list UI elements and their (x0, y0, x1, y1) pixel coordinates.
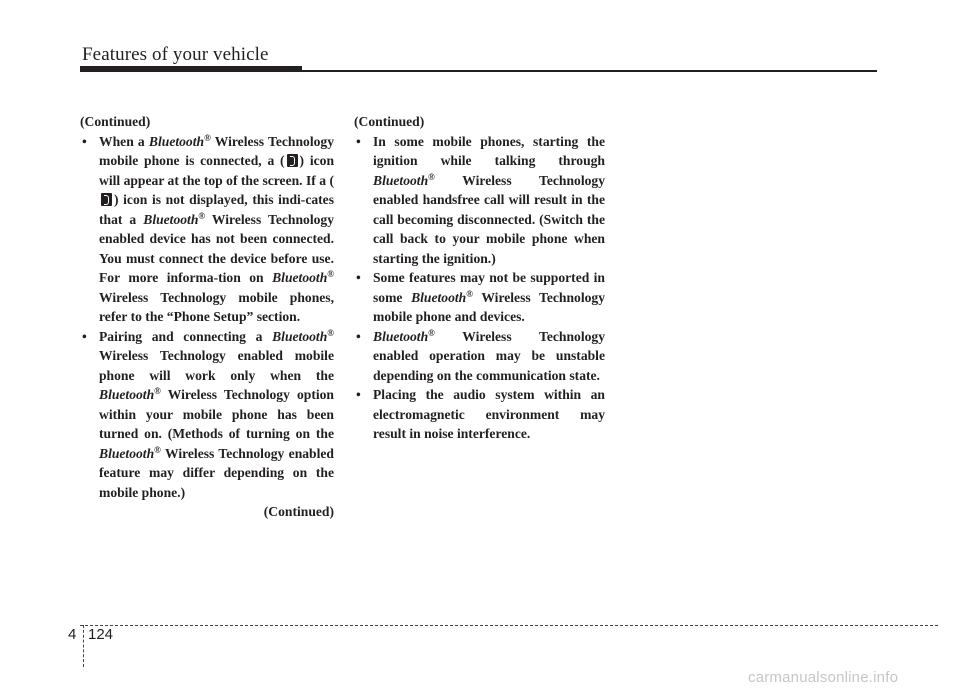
bluetooth-term: Bluetooth (272, 270, 328, 285)
watermark: carmanualsonline.info (748, 669, 899, 686)
text-run: Pairing and connecting a (99, 328, 273, 344)
registered-mark: ® (327, 269, 334, 279)
header-rule-thin (300, 70, 877, 72)
registered-mark: ® (154, 444, 161, 455)
footer-chapter-number: 4 (68, 626, 77, 643)
registered-mark: ® (428, 327, 435, 338)
text-run: Wireless Technology mobile phones, refer to the “Phone Setup” section. (99, 289, 334, 324)
text-run: Wireless Technology mobile phone and devices. (373, 289, 605, 324)
bullet-item (354, 268, 605, 327)
bullet-item (354, 132, 605, 269)
text-run: Wireless Technology mobile phone is connected, a ( (99, 133, 334, 168)
registered-mark: ® (204, 132, 211, 143)
bluetooth-term: Bluetooth (99, 387, 155, 402)
bluetooth-term: Bluetooth (148, 133, 205, 149)
text-run: In some mobile phones, starting the ignition while talking through (373, 133, 605, 168)
registered-mark: ® (154, 386, 161, 396)
registered-mark: ® (198, 210, 206, 221)
bluetooth-icon (287, 154, 298, 167)
text-run: Wireless Technology enabled handsfree call will result in the call becoming disconnected. (Switch the call back to your mobile phone when starting the ignition.) (373, 172, 605, 266)
text-run: Wireless Technology enabled mobile phone will work only when the (99, 348, 334, 383)
bluetooth-icon (101, 193, 112, 206)
bullet-item (354, 327, 605, 386)
bullet-item (80, 327, 334, 503)
bluetooth-term: Bluetooth (373, 328, 429, 344)
page-header-title: Features of your vehicle (82, 44, 269, 65)
bluetooth-term: Bluetooth (272, 328, 328, 344)
text-run: When a (99, 133, 149, 149)
bluetooth-term: Bluetooth (143, 211, 199, 227)
continued-label-end: (Continued) (263, 504, 334, 519)
text-run: Wireless Technology enabled operation may be unstable depending on the communication state. (373, 328, 605, 383)
header-rule-thick (80, 66, 302, 72)
registered-mark: ® (327, 327, 334, 338)
continued-label: (Continued) (354, 114, 425, 129)
right-column (354, 112, 605, 444)
left-column (80, 112, 334, 522)
bullet-item (80, 132, 334, 327)
text-run: Wireless Technology enabled feature may differ depending on the mobile phone.) (99, 445, 334, 500)
text-run: Wireless Technology enabled device has not been connected. You must connect the device before use. For more informa-tion on (99, 211, 334, 285)
footer-rule (80, 625, 938, 626)
continued-label: (Continued) (80, 114, 151, 129)
footer-page-number: 124 (88, 626, 114, 643)
bluetooth-term: Bluetooth (411, 289, 467, 305)
bluetooth-term: Bluetooth (373, 172, 429, 188)
footer-divider (83, 625, 84, 667)
registered-mark: ® (466, 288, 473, 299)
registered-mark: ® (428, 171, 435, 182)
text-run: Wireless Technology option within your mobile phone has been turned on. (Methods of turning on the (99, 387, 334, 441)
text-run: Some features may not be supported in some (373, 270, 605, 305)
text-run: ) icon will appear at the top of the screen. If a ( (99, 153, 335, 188)
text-run: ) icon is not displayed, this indi-cates that a (99, 192, 334, 227)
bluetooth-term: Bluetooth (99, 445, 155, 461)
bullet-item (354, 385, 605, 444)
text-run: Placing the audio system within an electromagnetic environment may result in noise interference. (373, 387, 605, 441)
